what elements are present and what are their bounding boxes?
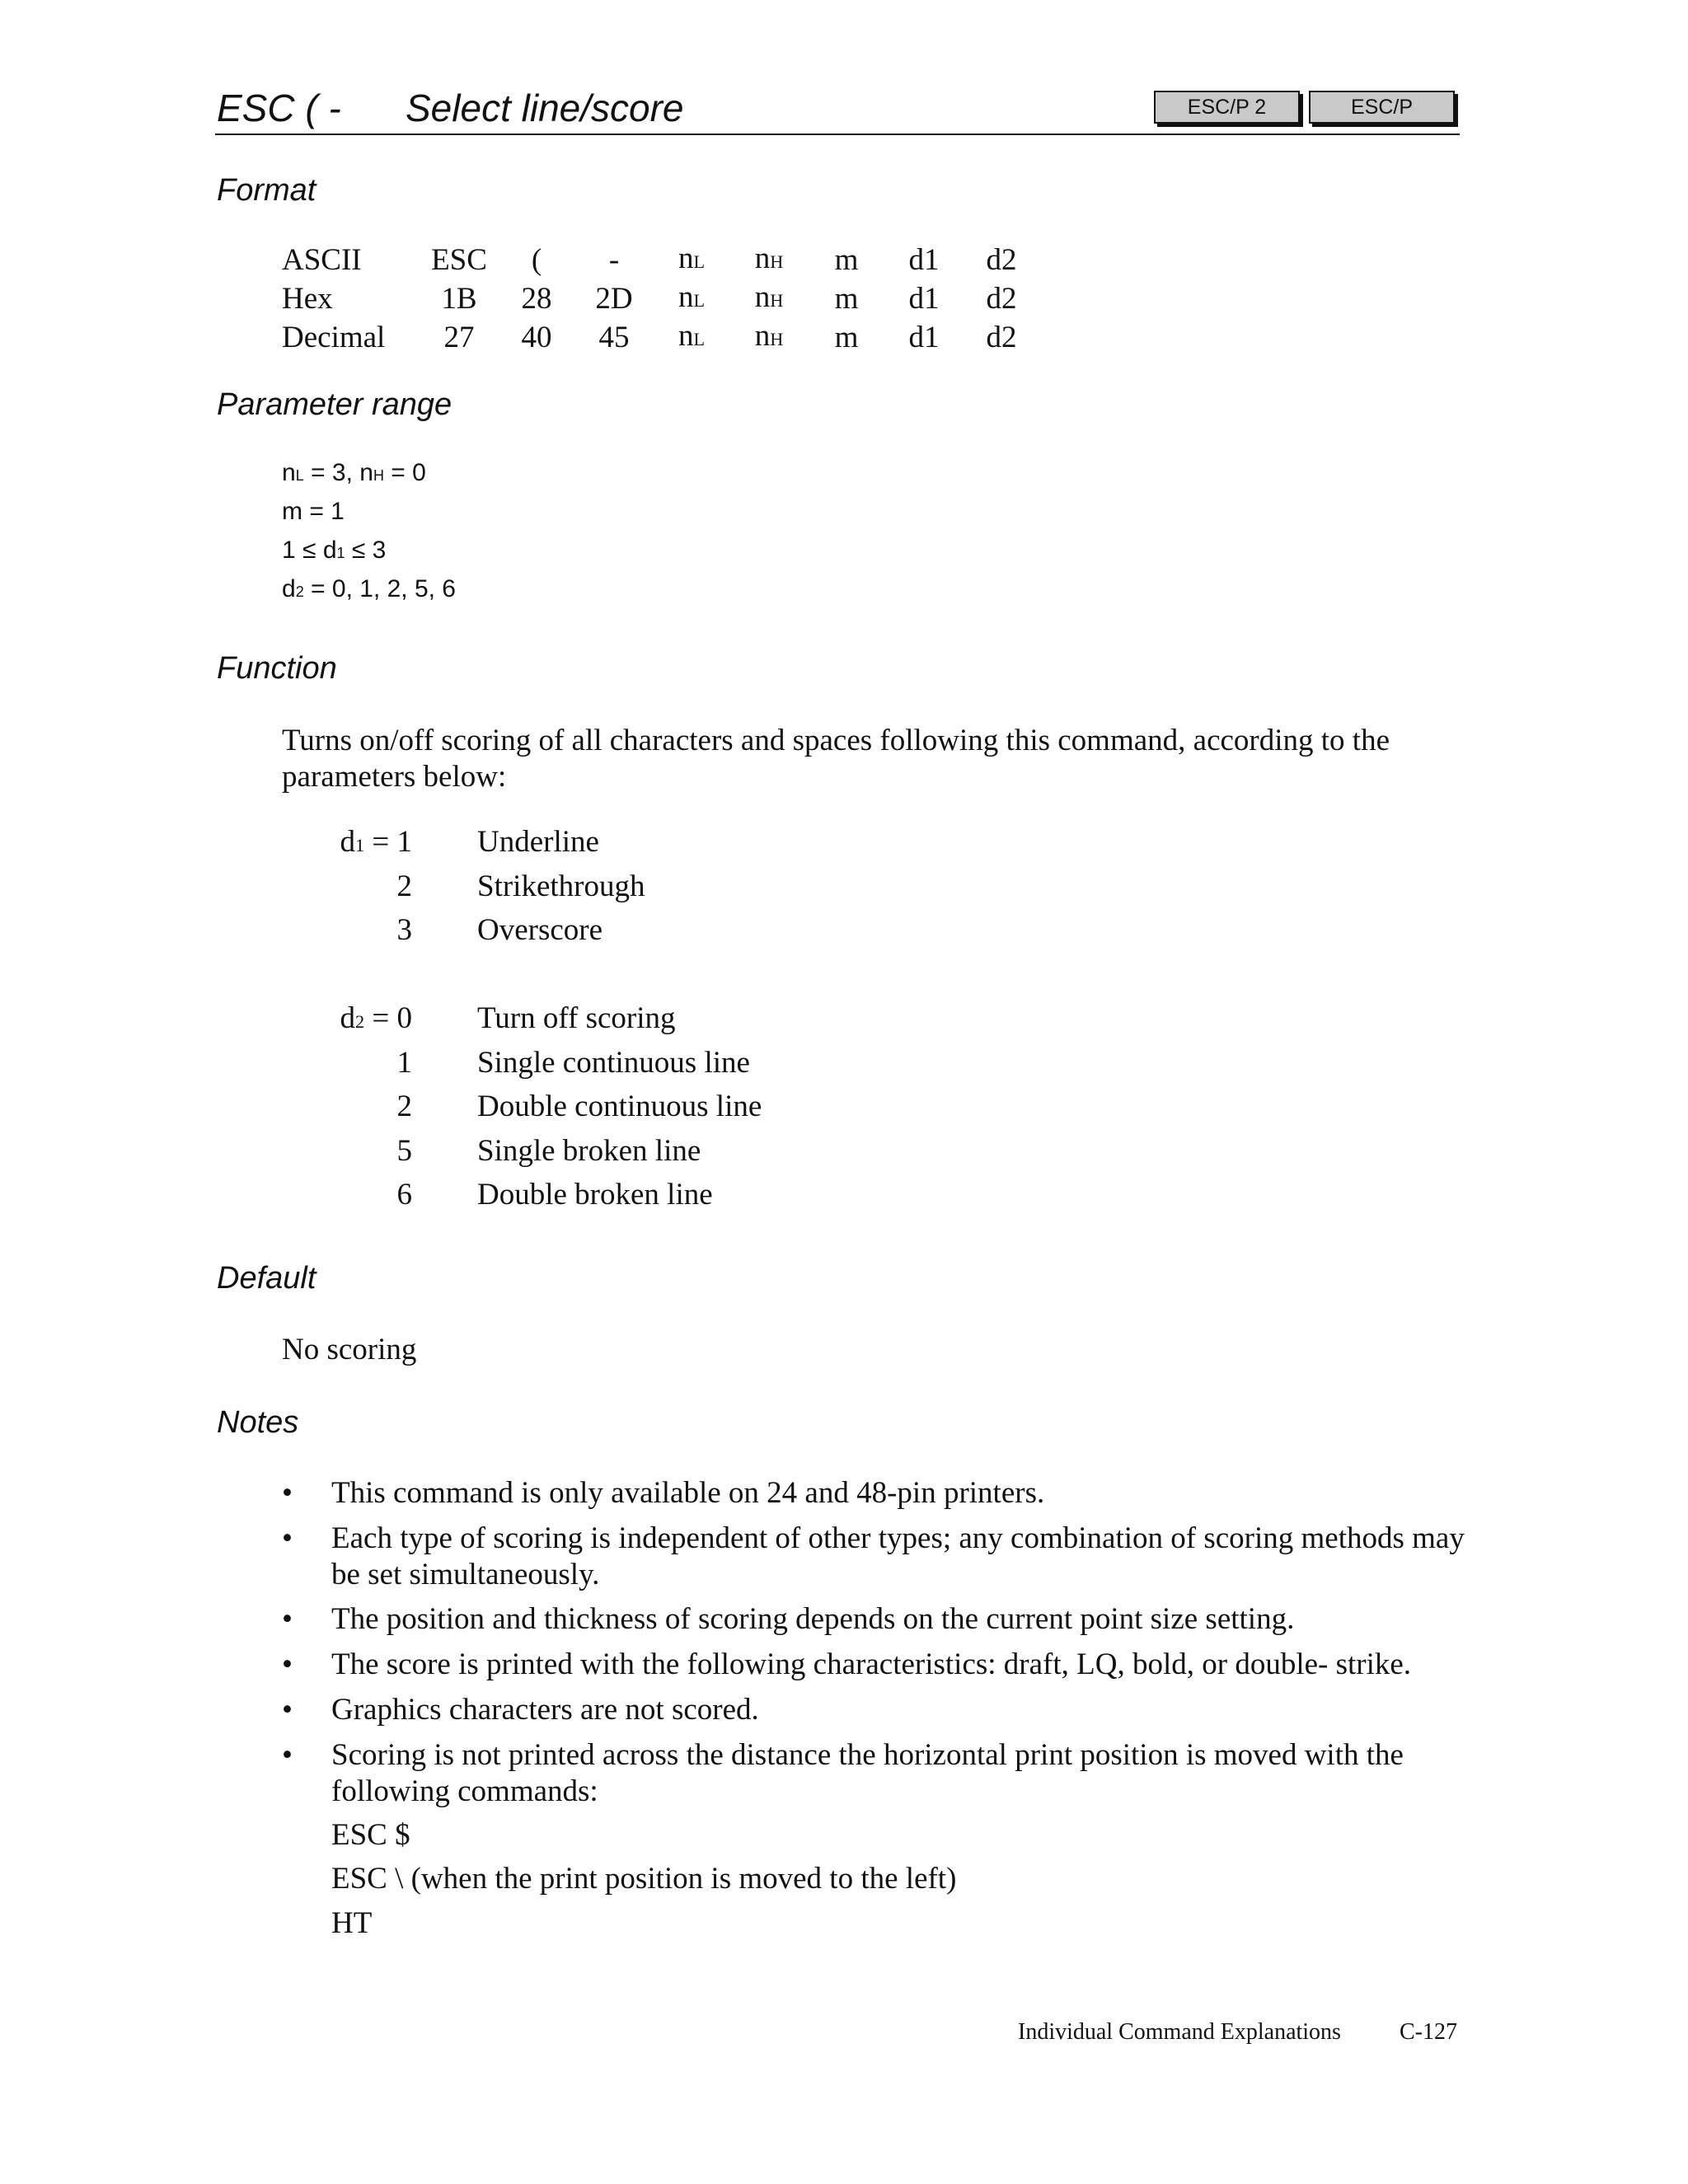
- d2-desc-0: Turn off scoring: [477, 1001, 676, 1035]
- d2-value-1: 1: [396, 1046, 412, 1080]
- bullet-icon: •: [282, 1738, 293, 1772]
- format-cell: 45: [598, 321, 630, 354]
- note-item-6: Scoring is not printed across the distance the horizontal print position is moved with the following commands:: [331, 1738, 1404, 1808]
- note-item-2: Each type of scoring is independent of other types; any combination of scoring methods may be set simultaneously.: [331, 1521, 1465, 1591]
- badge-escp2: ESC/P 2: [1154, 91, 1300, 124]
- d2-desc-1: Single continuous line: [477, 1046, 750, 1080]
- format-table: [282, 241, 1040, 357]
- default-heading: Default: [217, 1261, 316, 1296]
- format-cell: d2: [986, 243, 1017, 277]
- format-cell: m: [834, 243, 859, 277]
- bullet-icon: •: [282, 1647, 293, 1681]
- format-cell: -: [608, 243, 620, 277]
- format-row: [282, 279, 1040, 318]
- format-cell: 2D: [595, 282, 633, 316]
- format-cell: nH: [754, 241, 784, 275]
- page-title: Select line/score: [406, 87, 684, 129]
- parameter-range-heading: Parameter range: [217, 387, 452, 422]
- bullet-icon: •: [282, 1693, 293, 1727]
- d2-value-0: d2 = 0: [340, 1001, 412, 1035]
- format-cell: nL: [678, 280, 706, 314]
- page-number: C-127: [1400, 2019, 1457, 2045]
- function-heading: Function: [217, 651, 337, 686]
- format-cell: d2: [986, 321, 1017, 354]
- format-cell: 1B: [441, 282, 477, 316]
- format-cell: nL: [678, 241, 706, 275]
- d1-value-2: 2: [396, 869, 412, 903]
- d1-desc-2: Strikethrough: [477, 869, 645, 903]
- format-cell: d1: [908, 321, 940, 354]
- format-cell: m: [834, 282, 859, 316]
- footer-section: Individual Command Explanations: [1018, 2019, 1341, 2045]
- format-row: [282, 318, 1040, 357]
- format-row: [282, 241, 1040, 279]
- header-rule: [215, 134, 1460, 135]
- param-line-2: m = 1: [282, 498, 345, 525]
- d1-value-3: 3: [396, 913, 412, 947]
- d2-desc-2: Double continuous line: [477, 1090, 762, 1123]
- note-item-3: The position and thickness of scoring depends on the current point size setting.: [331, 1602, 1295, 1636]
- bullet-icon: •: [282, 1476, 293, 1510]
- format-cell: 27: [443, 321, 475, 354]
- format-cell: nH: [754, 319, 784, 353]
- format-cell: m: [834, 321, 859, 354]
- d2-value-2: 2: [396, 1090, 412, 1123]
- notes-heading: Notes: [217, 1405, 299, 1440]
- format-cell: d1: [908, 243, 940, 277]
- d1-value-1: d1 = 1: [340, 825, 412, 859]
- format-cell: nL: [678, 319, 706, 353]
- function-text: Turns on/off scoring of all characters and spaces following this command, according to the parameters below:: [282, 724, 1390, 794]
- format-cell: d1: [908, 282, 940, 316]
- format-row-label: Hex: [282, 282, 333, 316]
- d2-value-6: 6: [396, 1178, 412, 1212]
- bullet-icon: •: [282, 1602, 293, 1636]
- command-code: ESC ( -: [217, 87, 341, 129]
- note-item-5: Graphics characters are not scored.: [331, 1693, 759, 1727]
- format-cell: ESC: [431, 243, 487, 277]
- param-line-3: 1 ≤ d1 ≤ 3: [282, 537, 387, 564]
- format-cell: (: [531, 243, 542, 277]
- format-cell: nH: [754, 280, 784, 314]
- format-cell: 40: [521, 321, 552, 354]
- param-line-1: nL = 3, nH = 0: [282, 459, 426, 486]
- note-command-1: ESC $: [331, 1818, 410, 1852]
- note-item-4: The score is printed with the following characteristics: draft, LQ, bold, or double- strike.: [331, 1647, 1412, 1681]
- format-row-label: ASCII: [282, 243, 362, 277]
- note-item-1: This command is only available on 24 and 48-pin printers.: [331, 1476, 1045, 1510]
- default-text: No scoring: [282, 1333, 417, 1366]
- d2-desc-5: Single broken line: [477, 1134, 701, 1168]
- format-cell: 28: [521, 282, 552, 316]
- d1-desc-3: Overscore: [477, 913, 603, 947]
- param-line-4: d2 = 0, 1, 2, 5, 6: [282, 575, 456, 602]
- note-command-2: ESC \ (when the print position is moved to the left): [331, 1862, 957, 1896]
- bullet-icon: •: [282, 1521, 293, 1555]
- d2-value-5: 5: [396, 1134, 412, 1168]
- format-cell: d2: [986, 282, 1017, 316]
- format-row-label: Decimal: [282, 321, 386, 354]
- badge-escp: ESC/P: [1309, 91, 1455, 124]
- d2-desc-6: Double broken line: [477, 1178, 713, 1212]
- d1-desc-1: Underline: [477, 825, 599, 859]
- format-heading: Format: [217, 173, 316, 208]
- note-command-3: HT: [331, 1906, 373, 1940]
